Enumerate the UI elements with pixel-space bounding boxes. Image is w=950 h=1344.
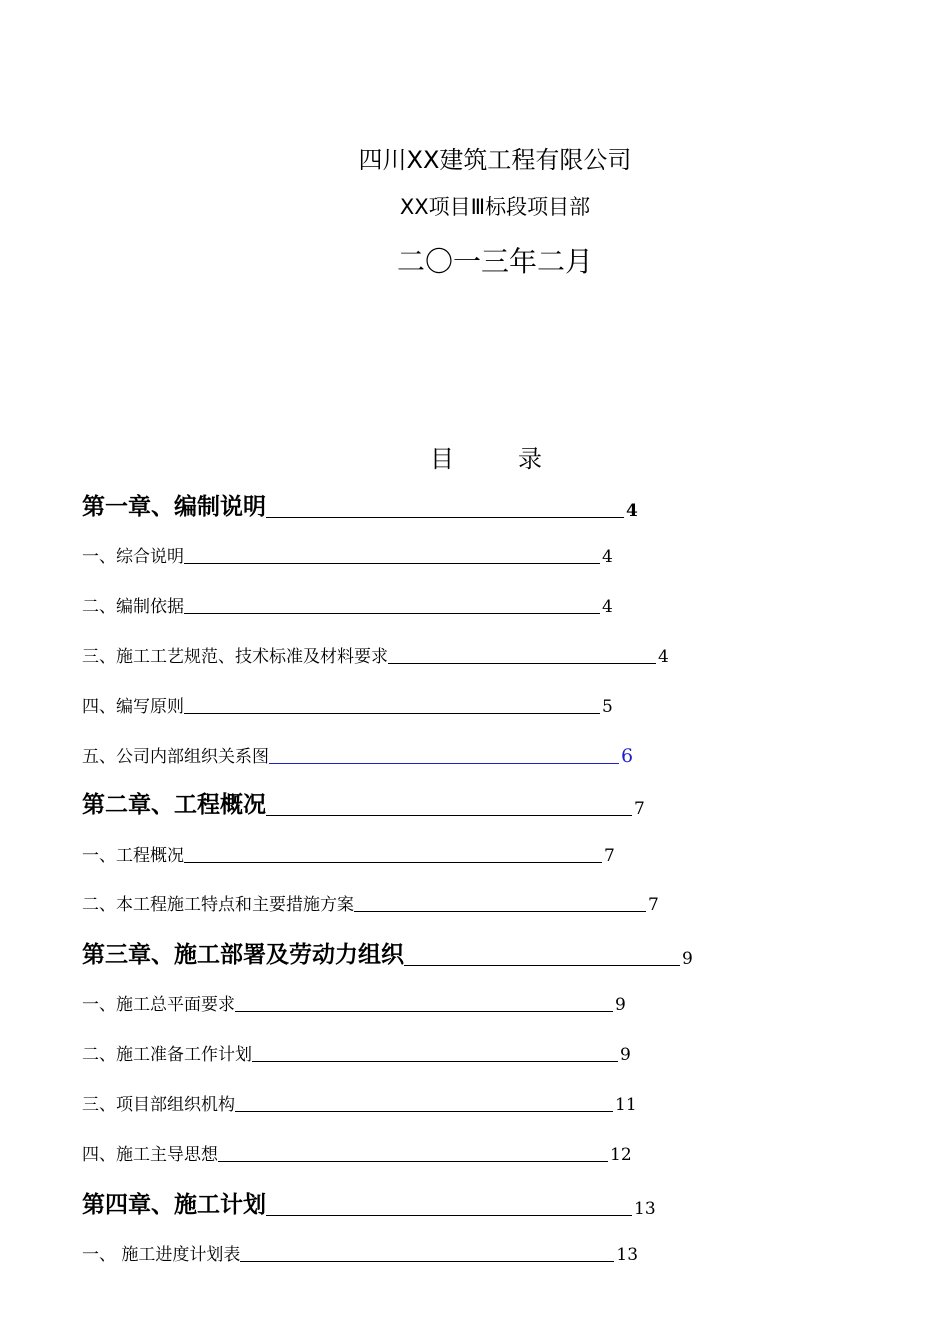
toc-entry-section[interactable]: [82, 1090, 637, 1115]
toc-page-number: 7: [648, 895, 659, 915]
toc-entry-label: 四、编写原则: [82, 697, 184, 717]
toc-entry-label: 一、 施工进度计划表: [82, 1245, 241, 1265]
toc-page-number: 9: [615, 995, 626, 1015]
toc-page-number[interactable]: 6: [621, 745, 634, 767]
toc-entry-label: 四、施工主导思想: [82, 1145, 218, 1165]
toc-entry-label: 三、施工工艺规范、技术标准及材料要求: [82, 647, 388, 667]
toc-leader: [354, 910, 646, 912]
company-name: 四川XX建筑工程有限公司: [358, 146, 632, 174]
toc-entry-section[interactable]: [82, 642, 669, 667]
toc-entry-section[interactable]: [82, 841, 615, 866]
toc-leader: [218, 1160, 608, 1162]
toc-page-number: 13: [634, 1199, 656, 1219]
toc-page-number: 4: [602, 597, 613, 617]
toc-page-number: 4: [626, 501, 638, 521]
toc-leader: [269, 762, 619, 764]
toc-entry-section[interactable]: [82, 592, 613, 617]
toc-page-number: 7: [604, 846, 615, 866]
toc-leader: [184, 712, 600, 714]
project-department: XX项目Ⅲ标段项目部: [399, 195, 591, 219]
toc-entry-section[interactable]: [82, 990, 626, 1015]
toc-entry-section-link[interactable]: [82, 742, 633, 767]
toc-leader: [266, 516, 624, 518]
toc-entry-label: 二、编制依据: [82, 597, 184, 617]
toc-leader: [235, 1010, 613, 1012]
toc-page-number: 5: [602, 697, 613, 717]
toc-entry-chapter-4[interactable]: [82, 1186, 656, 1219]
toc-title: 目 录: [430, 445, 562, 473]
toc-entry-label: 二、施工准备工作计划: [82, 1045, 252, 1065]
toc-entry-label: 一、工程概况: [82, 846, 184, 866]
toc-leader: [184, 612, 600, 614]
toc-leader: [404, 964, 680, 966]
toc-entry-chapter-2[interactable]: [82, 786, 645, 819]
toc-entry-chapter-1[interactable]: [82, 488, 638, 521]
toc-entry-label: 三、项目部组织机构: [82, 1095, 235, 1115]
toc-leader: [252, 1060, 618, 1062]
toc-entry-label: 一、综合说明: [82, 547, 184, 567]
toc-page-number: 4: [658, 647, 669, 667]
toc-page-number: 11: [615, 1095, 637, 1115]
toc-entry-label: 第一章、编制说明: [82, 493, 266, 520]
toc-leader: [184, 562, 600, 564]
toc-entry-label: 第二章、工程概况: [82, 791, 266, 818]
toc-entry-label: 二、本工程施工特点和主要措施方案: [82, 895, 354, 915]
toc-entry-section[interactable]: [82, 1240, 638, 1265]
toc-entry-label: 第四章、施工计划: [82, 1191, 266, 1218]
toc-leader: [240, 1260, 614, 1262]
toc-page-number: 7: [634, 799, 645, 819]
toc-entry-chapter-3[interactable]: [82, 936, 693, 969]
document-date: 二〇一三年二月: [396, 245, 593, 278]
toc-leader: [266, 1214, 632, 1216]
toc-leader: [266, 814, 632, 816]
toc-page-number: 9: [620, 1045, 631, 1065]
toc-leader: [184, 861, 602, 863]
toc-entry-section[interactable]: [82, 692, 613, 717]
toc-entry-section[interactable]: [82, 1140, 632, 1165]
toc-entry-section[interactable]: [82, 1040, 631, 1065]
toc-page-number: 12: [610, 1145, 632, 1165]
toc-entry-label: 第三章、施工部署及劳动力组织: [82, 941, 404, 968]
toc-leader: [388, 662, 656, 664]
toc-entry-section[interactable]: [82, 890, 659, 915]
toc-entry-label: 五、公司内部组织关系图: [82, 747, 269, 767]
toc-leader: [235, 1110, 613, 1112]
toc-entry-label: 一、施工总平面要求: [82, 995, 235, 1015]
toc-entry-section[interactable]: [82, 542, 613, 567]
toc-page-number: 13: [616, 1245, 639, 1265]
toc-page-number: 9: [682, 949, 693, 969]
toc-page-number: 4: [602, 547, 613, 567]
